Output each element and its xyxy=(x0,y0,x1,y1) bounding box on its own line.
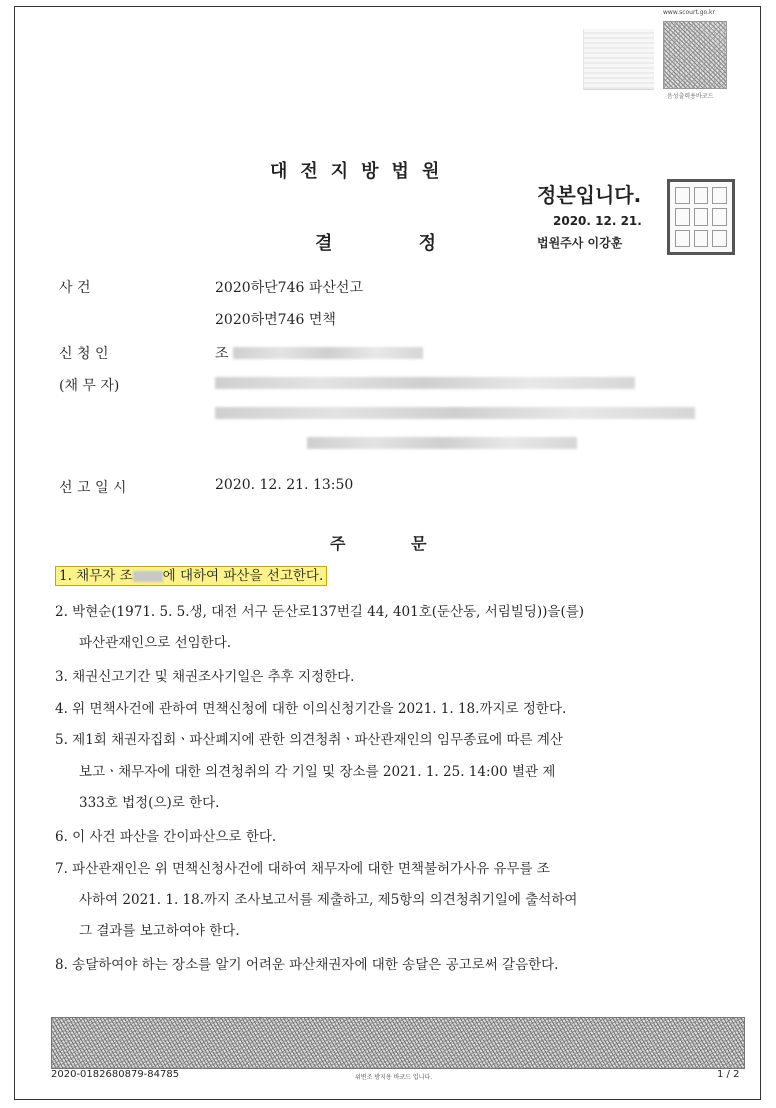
court-url: www.scourt.go.kr xyxy=(663,9,715,16)
redacted-address-line-1 xyxy=(215,377,635,389)
order-item-4: 4. 위 면책사건에 관하여 면책신청에 대한 이의신청기간을 2021. 1. 18.까지로 정한다. xyxy=(55,701,567,717)
qr-code-image xyxy=(663,21,727,89)
court-name: 대전지방법원 xyxy=(270,161,453,182)
redacted-name xyxy=(133,571,163,582)
certified-copy-date: 2020. 12. 21. xyxy=(553,214,642,228)
applicant-name-prefix: 조 xyxy=(215,346,229,362)
certified-copy-clerk: 법원주사 이강훈 xyxy=(537,236,623,250)
applicant-label: 신 청 인 xyxy=(59,346,109,362)
decision-title: 결 정 xyxy=(315,233,437,254)
barcode-caption: 위변조 방지용 바코드 입니다. xyxy=(355,1074,433,1081)
redacted-applicant-info xyxy=(233,347,423,359)
order-item-2-line-1: 2. 박현순(1971. 5. 5.생, 대전 서구 둔산로137번길 44, 401호(둔산동, 서림빌딩))을(를) xyxy=(55,604,585,620)
order-item-3: 3. 채권신고기간 및 채권조사기일은 추후 지정한다. xyxy=(55,669,355,685)
date-value: 2020. 12. 21. 13:50 xyxy=(215,477,354,493)
order-item-5-line-2: 보고ㆍ채무자에 대한 의견청취의 각 기일 및 장소를 2021. 1. 25. 14:00 별관 제 xyxy=(79,764,556,780)
qr-caption: 음성출력용바코드 xyxy=(667,93,714,100)
order-item-5-line-1: 5. 제1회 채권자집회ㆍ파산폐지에 관한 의견청취ㆍ파산관재인의 임무종료에 따른 계산 xyxy=(55,732,563,748)
order-item-2-line-2: 파산관재인으로 선임한다. xyxy=(79,635,232,651)
order-1-text-a: 1. 채무자 조 xyxy=(59,568,133,584)
date-label: 선 고 일 시 xyxy=(59,480,127,496)
case-label: 사 건 xyxy=(59,280,91,296)
order-title: 주 문 xyxy=(330,534,427,553)
redacted-address-line-3 xyxy=(307,437,577,449)
order-item-8: 8. 송달하여야 하는 장소를 알기 어려운 파산채권자에 대한 송달은 공고로써 갈음한다. xyxy=(55,957,559,973)
document-number: 2020-0182680879-84785 xyxy=(51,1069,180,1080)
case-number-bankruptcy: 2020하단746 파산선고 xyxy=(215,280,363,296)
certified-copy-title: 정본입니다. xyxy=(537,183,642,207)
order-1-text-b: 에 대하여 파산을 선고한다. xyxy=(162,568,324,584)
case-number-discharge: 2020하면746 면책 xyxy=(215,312,336,328)
document-page xyxy=(14,6,761,1100)
faint-stamp-image xyxy=(583,29,654,90)
court-seal-image xyxy=(667,179,735,255)
order-item-6: 6. 이 사건 파산을 간이파산으로 한다. xyxy=(55,829,277,845)
page-number: 1 / 2 xyxy=(717,1069,740,1080)
order-item-5-line-3: 333호 법정(으)로 한다. xyxy=(79,795,220,811)
order-item-7-line-3: 그 결과를 보고하여야 한다. xyxy=(79,923,240,939)
order-item-7-line-1: 7. 파산관재인은 위 면책신청사건에 대하여 채무자에 대한 면책불허가사유 유무를 조 xyxy=(55,861,550,877)
debtor-label: (채 무 자) xyxy=(59,378,120,394)
highlighted-order-1 xyxy=(55,566,327,586)
anti-forgery-barcode-image xyxy=(51,1017,745,1069)
redacted-address-line-2 xyxy=(215,407,695,419)
order-item-1 xyxy=(55,564,745,584)
order-item-7-line-2: 사하여 2021. 1. 18.까지 조사보고서를 제출하고, 제5항의 의견청취기일에 출석하여 xyxy=(79,892,578,908)
